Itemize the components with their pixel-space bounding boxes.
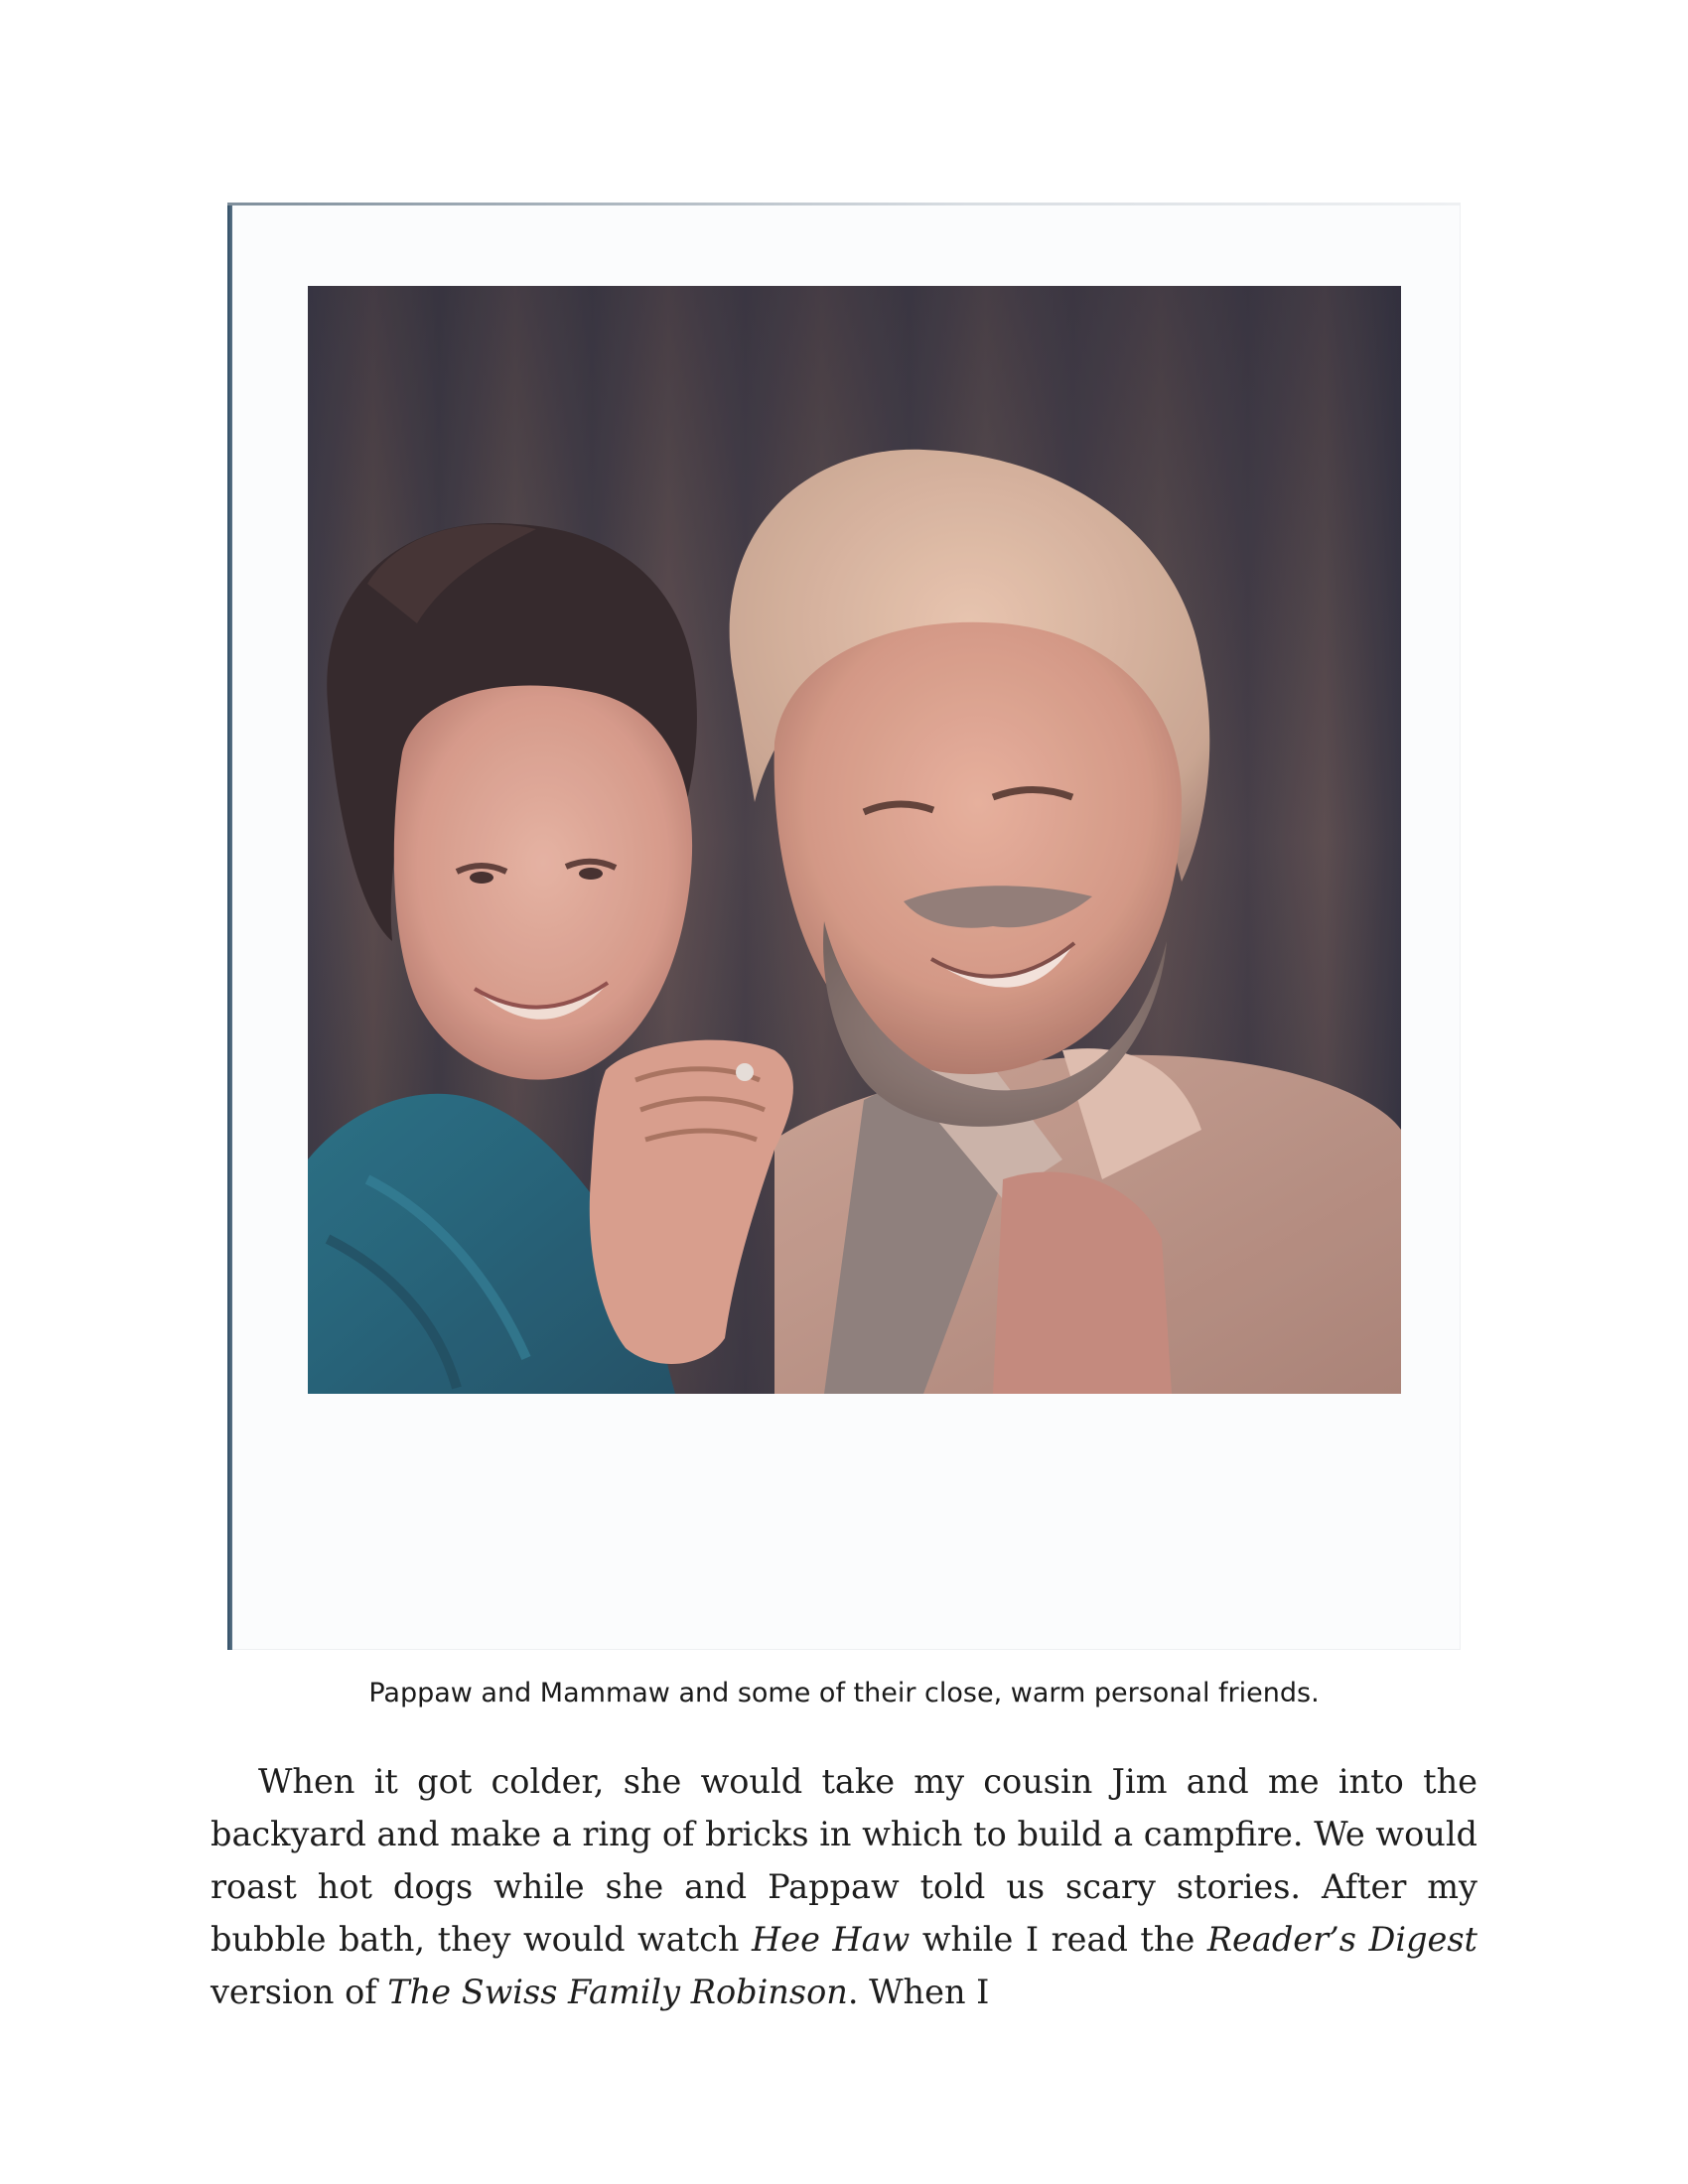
photo-print xyxy=(227,203,1461,1650)
text-run: version of xyxy=(211,1973,388,2011)
text-run: . When I xyxy=(847,1973,990,2011)
title-hee-haw: Hee Haw xyxy=(752,1920,911,1959)
title-readers-digest: Reader’s Digest xyxy=(1206,1920,1478,1959)
print-left-edge xyxy=(227,203,232,1650)
body-paragraph xyxy=(211,1755,1477,2018)
photograph xyxy=(308,286,1401,1394)
photograph-image xyxy=(308,286,1401,1394)
print-top-edge xyxy=(227,203,1461,205)
title-swiss-family-robinson: The Swiss Family Robinson xyxy=(387,1973,848,2011)
photo-caption: Pappaw and Mammaw and some of their close, warm personal friends. xyxy=(368,1678,1320,1708)
text-run: while I read the xyxy=(910,1920,1207,1959)
text-run: When it got colder, she would take my cousin Jim and me into the backyard and make a ring of bricks in which to build a campfire. We would roast hot dogs while she and Pappaw told us scary stories. After my bubble bath, they would watch xyxy=(211,1762,1477,1959)
